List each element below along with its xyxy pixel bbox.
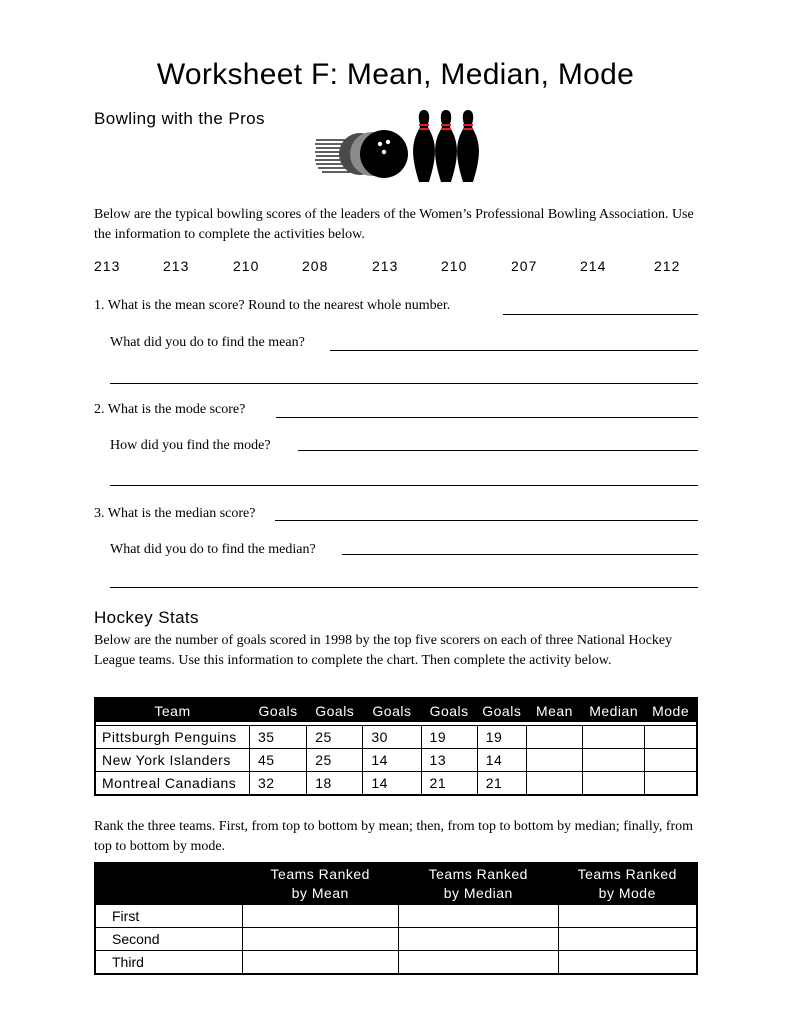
- table-header-row: [95, 698, 697, 722]
- question-3: 3. What is the median score?: [94, 506, 256, 521]
- scores-row: [94, 258, 698, 276]
- column-header-blank: [95, 863, 242, 905]
- score-value: 213: [163, 258, 190, 274]
- answer-line-2c[interactable]: [110, 485, 698, 486]
- goals-cell: 35: [250, 726, 307, 749]
- mean-answer-cell[interactable]: [526, 749, 582, 772]
- rank-answer-cell[interactable]: [242, 928, 398, 951]
- team-name-cell: New York Islanders: [95, 749, 250, 772]
- goals-cell: 21: [477, 772, 526, 796]
- goals-cell: 18: [307, 772, 363, 796]
- median-answer-cell[interactable]: [583, 749, 645, 772]
- bowling-intro: Below are the typical bowling scores of the leaders of the Women’s Professional Bowling Association. Use the information to complete the activities below.: [94, 207, 694, 242]
- table-row: [95, 905, 697, 928]
- question-3-followup: What did you do to find the median?: [110, 542, 316, 557]
- question-2-followup: How did you find the mode?: [110, 438, 271, 453]
- mode-answer-cell[interactable]: [645, 772, 697, 796]
- answer-line-1[interactable]: [503, 314, 698, 315]
- hockey-intro: Below are the number of goals scored in 1998 by the top five scorers on each of three National Hockey League teams. Use this information to complete the chart. Then complete the activity below.: [94, 633, 673, 668]
- rank-answer-cell[interactable]: [559, 928, 697, 951]
- score-value: 210: [233, 258, 260, 274]
- rank-label: First: [95, 905, 242, 928]
- column-header-median: Median: [583, 698, 645, 722]
- table-row: [95, 951, 697, 975]
- answer-line-3[interactable]: [275, 520, 698, 521]
- hockey-stats-table: [94, 697, 698, 796]
- answer-line-3b[interactable]: [342, 554, 698, 555]
- column-header-mode: Mode: [645, 698, 697, 722]
- question-1-followup: What did you do to find the mean?: [110, 335, 305, 350]
- mode-answer-cell[interactable]: [645, 726, 697, 749]
- header-line: by Median: [443, 885, 513, 901]
- answer-line-1b[interactable]: [330, 350, 698, 351]
- goals-cell: 14: [477, 749, 526, 772]
- ranking-intro: Rank the three teams. First, from top to bottom by mean; then, from top to bottom by median; finally, from top to bottom by mode.: [94, 819, 694, 854]
- median-answer-cell[interactable]: [583, 726, 645, 749]
- answer-line-1c[interactable]: [110, 383, 698, 384]
- goals-cell: 25: [307, 726, 363, 749]
- column-header-goals: Goals: [477, 698, 526, 722]
- rank-answer-cell[interactable]: [242, 905, 398, 928]
- rank-answer-cell[interactable]: [398, 951, 559, 975]
- goals-cell: 30: [363, 726, 421, 749]
- rank-answer-cell[interactable]: [398, 928, 559, 951]
- section-heading-bowling: Bowling with the Pros: [94, 109, 265, 128]
- score-value: 213: [372, 258, 399, 274]
- mean-answer-cell[interactable]: [526, 772, 582, 796]
- goals-cell: 45: [250, 749, 307, 772]
- score-value: 207: [511, 258, 538, 274]
- table-row: [95, 772, 697, 796]
- rank-answer-cell[interactable]: [398, 905, 559, 928]
- rank-answer-cell[interactable]: [559, 905, 697, 928]
- score-value: 210: [441, 258, 468, 274]
- question-2: 2. What is the mode score?: [94, 402, 246, 417]
- ranking-table: [94, 862, 698, 975]
- bowling-ball-pins-icon: [312, 106, 484, 184]
- column-header-by-mode: [559, 863, 697, 905]
- header-line: Teams Ranked: [428, 866, 528, 882]
- column-header-mean: Mean: [526, 698, 582, 722]
- mean-answer-cell[interactable]: [526, 726, 582, 749]
- score-value: 212: [654, 258, 681, 274]
- section-heading-hockey: Hockey Stats: [94, 608, 199, 627]
- header-line: Teams Ranked: [577, 866, 677, 882]
- goals-cell: 32: [250, 772, 307, 796]
- answer-line-2[interactable]: [276, 417, 698, 418]
- median-answer-cell[interactable]: [583, 772, 645, 796]
- column-header-team: Team: [95, 698, 250, 722]
- rank-label: Second: [95, 928, 242, 951]
- table-header-row: [95, 863, 697, 905]
- page-title: Worksheet F: Mean, Median, Mode: [156, 58, 635, 91]
- column-header-goals: Goals: [307, 698, 363, 722]
- team-name-cell: Pittsburgh Penguins: [95, 726, 250, 749]
- column-header-goals: Goals: [363, 698, 421, 722]
- rank-answer-cell[interactable]: [559, 951, 697, 975]
- column-header-goals: Goals: [250, 698, 307, 722]
- answer-line-3c[interactable]: [110, 587, 698, 588]
- header-line: by Mean: [291, 885, 349, 901]
- mode-answer-cell[interactable]: [645, 749, 697, 772]
- header-line: Teams Ranked: [270, 866, 370, 882]
- score-value: 208: [302, 258, 329, 274]
- rank-label: Third: [95, 951, 242, 975]
- team-name-cell: Montreal Canadians: [95, 772, 250, 796]
- rank-answer-cell[interactable]: [242, 951, 398, 975]
- goals-cell: 14: [363, 749, 421, 772]
- table-row: [95, 726, 697, 749]
- goals-cell: 13: [421, 749, 477, 772]
- column-header-goals: Goals: [421, 698, 477, 722]
- goals-cell: 21: [421, 772, 477, 796]
- table-row: [95, 928, 697, 951]
- answer-line-2b[interactable]: [298, 450, 698, 451]
- column-header-by-mean: [242, 863, 398, 905]
- goals-cell: 19: [477, 726, 526, 749]
- goals-cell: 25: [307, 749, 363, 772]
- score-value: 213: [94, 258, 121, 274]
- goals-cell: 14: [363, 772, 421, 796]
- header-line: by Mode: [598, 885, 656, 901]
- question-1: 1. What is the mean score? Round to the nearest whole number.: [94, 298, 451, 313]
- column-header-by-median: [398, 863, 559, 905]
- table-row: [95, 749, 697, 772]
- score-value: 214: [580, 258, 607, 274]
- goals-cell: 19: [421, 726, 477, 749]
